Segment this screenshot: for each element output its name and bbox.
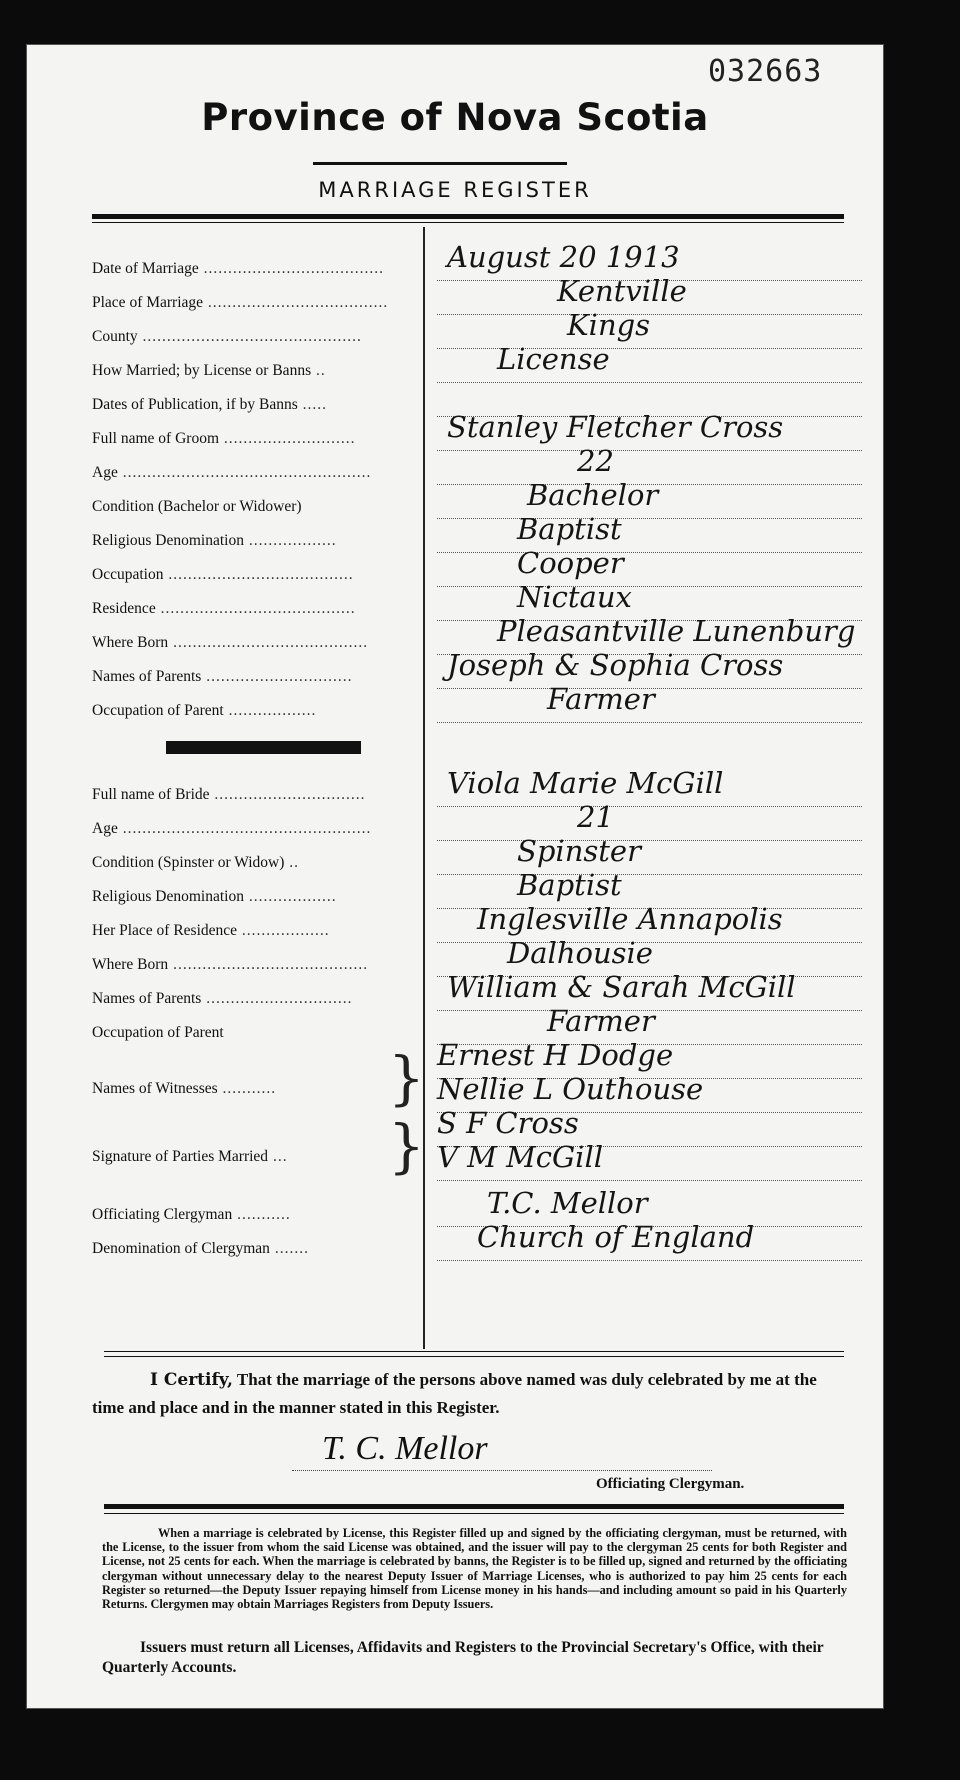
certification-statement xyxy=(92,1366,844,1421)
witness-1 xyxy=(92,1038,892,1076)
field-place-of-marriage: Place of Marriage ..................................... Kentville xyxy=(92,278,892,312)
field-value: Dalhousie xyxy=(507,936,653,970)
field-value: Kentville xyxy=(557,274,687,308)
field-label: Condition (Spinster or Widow) xyxy=(92,854,285,871)
field-label: Names of Parents xyxy=(92,668,202,685)
field-label: Names of Witnesses xyxy=(92,1080,218,1097)
field-bride-condition: Condition (Spinster or Widow) .. Spinster xyxy=(92,838,892,872)
field-how-married: How Married; by License or Banns .. License xyxy=(92,346,892,380)
party-signature-2 xyxy=(92,1140,892,1178)
field-value: August 20 1913 xyxy=(447,240,680,274)
witnesses-brace: } xyxy=(388,1044,425,1112)
footer-rule-thin xyxy=(104,1513,844,1514)
footer-rule-thick xyxy=(104,1504,844,1509)
certify-text: That the marriage of the persons above named was duly celebrated by me at the time and place and in the manner stated in this Register. xyxy=(92,1370,817,1417)
field-witnesses: Names of Witnesses ........... xyxy=(92,1080,277,1097)
field-bride-parents: Names of Parents .............................. William & Sarah McGill xyxy=(92,974,892,1008)
field-value: S F Cross xyxy=(437,1106,579,1140)
field-value: Baptist xyxy=(517,868,622,902)
field-label: Age xyxy=(92,820,118,837)
field-label: Names of Parents xyxy=(92,990,202,1007)
field-dates-of-publication: Dates of Publication, if by Banns ..... xyxy=(92,380,892,414)
field-groom-residence: Residence ........................................ Nictaux xyxy=(92,584,892,618)
field-label: Her Place of Residence xyxy=(92,922,238,939)
field-label: Place of Marriage xyxy=(92,294,204,311)
field-county: County ............................................. Kings xyxy=(92,312,892,346)
field-clergy-denomination: Denomination of Clergyman ....... Church of England xyxy=(92,1224,892,1258)
field-value: Viola Marie McGill xyxy=(447,766,724,800)
field-label: Dates of Publication, if by Banns xyxy=(92,396,298,413)
witness-2 xyxy=(92,1072,892,1110)
field-value: William & Sarah McGill xyxy=(447,970,796,1004)
field-bride-age: Age ................................................... 21 xyxy=(92,804,892,838)
field-label: Occupation xyxy=(92,566,164,583)
field-bride-religion: Religious Denomination .................. Baptist xyxy=(92,872,892,906)
field-label: Religious Denomination xyxy=(92,532,244,549)
field-value: Farmer xyxy=(547,1004,655,1038)
field-value: V M McGill xyxy=(437,1140,603,1174)
field-value: Stanley Fletcher Cross xyxy=(447,410,784,444)
field-groom-birthplace: Where Born ........................................ Pleasantville Lunenburg xyxy=(92,618,892,652)
field-value: Pleasantville Lunenburg xyxy=(497,614,856,648)
field-value: 21 xyxy=(577,800,614,834)
field-label: Age xyxy=(92,464,118,481)
field-groom-name: Full name of Groom ........................... Stanley Fletcher Cross xyxy=(92,414,892,448)
field-groom-age: Age ................................................... 22 xyxy=(92,448,892,482)
field-groom-occupation: Occupation ...................................... Cooper xyxy=(92,550,892,584)
field-groom-religion: Religious Denomination .................. Baptist xyxy=(92,516,892,550)
field-bride-residence: Her Place of Residence .................. Inglesville Annapolis xyxy=(92,906,892,940)
field-parties-signature: Signature of Parties Married ... xyxy=(92,1148,288,1165)
certify-lead: I Certify, xyxy=(150,1370,233,1390)
field-value: Baptist xyxy=(517,512,622,546)
field-label: Religious Denomination xyxy=(92,888,244,905)
field-value: Ernest H Dodge xyxy=(437,1038,674,1072)
field-officiating-clergyman: Officiating Clergyman ........... T.C. Mellor xyxy=(92,1190,892,1224)
field-label: Full name of Bride xyxy=(92,786,210,803)
field-groom-parents: Names of Parents .............................. Joseph & Sophia Cross xyxy=(92,652,892,686)
field-value: Nellie L Outhouse xyxy=(437,1072,704,1106)
field-label: Signature of Parties Married xyxy=(92,1148,269,1165)
field-label: How Married; by License or Banns xyxy=(92,362,312,379)
parties-brace: } xyxy=(388,1112,425,1180)
field-value: License xyxy=(497,342,610,376)
certify-signature-line xyxy=(292,1432,712,1471)
field-value: Cooper xyxy=(517,546,624,580)
field-label: Denomination of Clergyman xyxy=(92,1240,270,1257)
field-label: Officiating Clergyman xyxy=(92,1206,233,1223)
field-label: Where Born xyxy=(92,956,169,973)
field-value: Kings xyxy=(567,308,651,342)
field-value: Joseph & Sophia Cross xyxy=(447,648,784,682)
instructions-text: When a marriage is celebrated by License, this Register filled up and signed by the officiating clergyman, must be returned, with the License, to the issuer from whom the said License was obtained, and the issuer will pay to the clergyman 25 cents for both Register and License, not 25 cents for each. When the marriage is celebrated by banns, the Register is to be filled up, signed and returned by the officiating clergyman without unnecessary delay to the nearest Deputy Issuer of Marriage Licenses, who is authorized to pay him 25 cents for each Register so returned—the Deputy Issuer repaying himself from License money in his hands—and including amount so paid in his Quarterly Returns. Clergymen may obtain Marriages Registers from Deputy Issuers. xyxy=(102,1526,847,1612)
field-value: T.C. Mellor xyxy=(487,1186,648,1220)
certify-rule-top xyxy=(104,1351,844,1352)
clergy-signature: T. C. Mellor xyxy=(322,1430,488,1467)
field-value: 22 xyxy=(577,444,614,478)
field-value: Nictaux xyxy=(517,580,632,614)
field-label: Occupation of Parent xyxy=(92,1024,224,1041)
party-signature-1 xyxy=(92,1106,892,1144)
field-bride-name: Full name of Bride ............................... Viola Marie McGill xyxy=(92,770,892,804)
field-value: Spinster xyxy=(517,834,641,868)
field-bride-parent-occupation xyxy=(92,1004,892,1042)
field-label: Condition (Bachelor or Widower) xyxy=(92,498,302,515)
field-groom-parent-occupation: Occupation of Parent .................. Farmer xyxy=(92,686,892,720)
title-rule xyxy=(313,162,567,165)
form-subtitle: MARRIAGE REGISTER xyxy=(318,178,592,202)
section-divider-bar xyxy=(166,741,361,754)
field-value: Church of England xyxy=(477,1220,755,1254)
marriage-register-form xyxy=(26,44,884,1709)
certify-caption: Officiating Clergyman. xyxy=(596,1476,745,1492)
field-bride-birthplace: Where Born ........................................ Dalhousie xyxy=(92,940,892,974)
field-label: Date of Marriage xyxy=(92,260,199,277)
field-label: County xyxy=(92,328,138,345)
field-value: Bachelor xyxy=(527,478,659,512)
field-groom-condition xyxy=(92,478,892,516)
header-rule-thick xyxy=(92,214,844,219)
field-label: Residence xyxy=(92,600,156,617)
form-title: Province of Nova Scotia xyxy=(201,96,709,139)
certify-rule-bottom xyxy=(104,1356,844,1357)
field-label: Occupation of Parent xyxy=(92,702,224,719)
field-date-of-marriage: Date of Marriage ..................................... August 20 1913 xyxy=(92,244,892,278)
field-value: Inglesville Annapolis xyxy=(477,902,783,936)
header-rule-thin xyxy=(92,222,844,223)
issuers-note: Issuers must return all Licenses, Affidavits and Registers to the Provincial Secretary's Office, with their Quarterly Accounts. xyxy=(102,1639,824,1676)
document-number: 032663 xyxy=(708,54,823,89)
field-label: Where Born xyxy=(92,634,169,651)
field-label: Full name of Groom xyxy=(92,430,219,447)
field-value: Farmer xyxy=(547,682,655,716)
